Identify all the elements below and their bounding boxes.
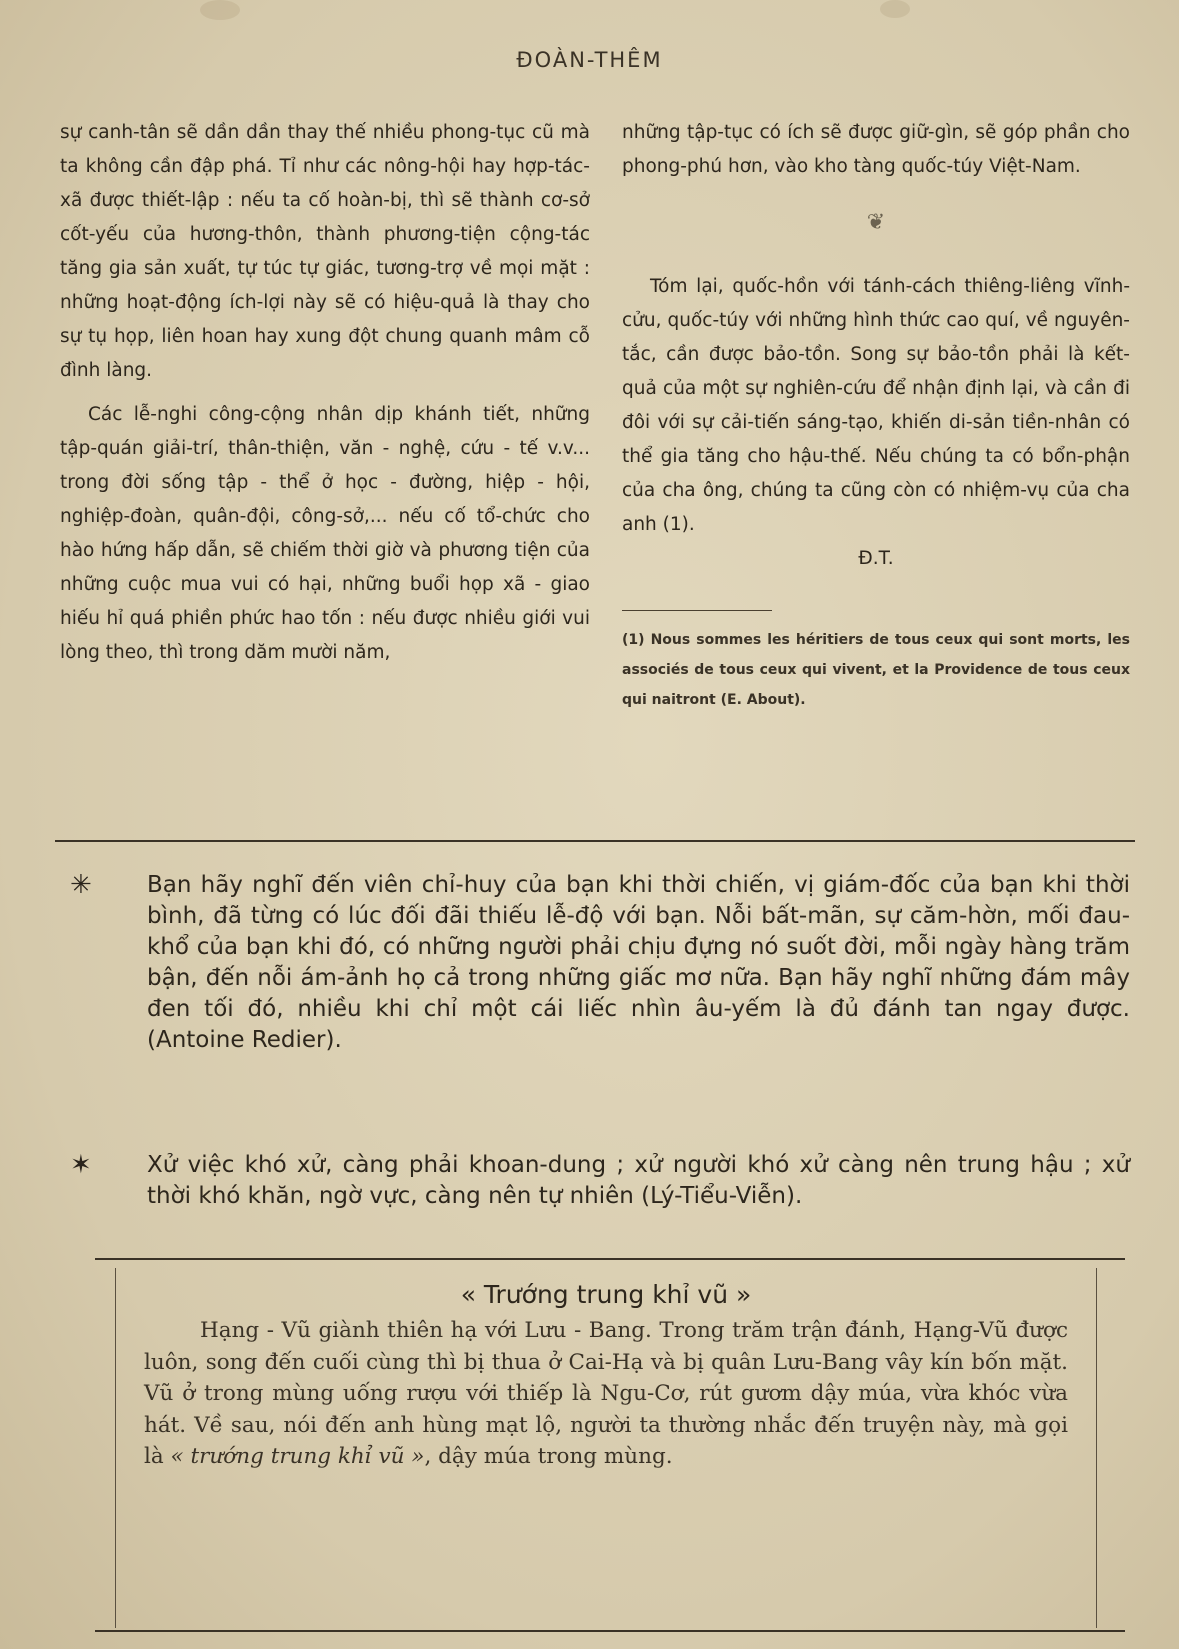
- paper-stain: [880, 0, 910, 18]
- box-top-rule: [95, 1258, 1125, 1260]
- left-column: [60, 116, 590, 670]
- page-header: ĐOÀN-THÊM: [516, 48, 663, 72]
- section-divider: [55, 840, 1135, 842]
- box-body: [144, 1315, 1068, 1473]
- box-body-italic: « trướng trung khỉ vũ »: [170, 1444, 425, 1469]
- right-column: [622, 116, 1130, 715]
- anecdote-box: [115, 1268, 1097, 1628]
- paper-stain: [200, 0, 240, 20]
- quote-text-1: Bạn hãy nghĩ đến viên chỉ-huy của bạn khi thời chiến, vị giám-đốc của bạn khi thời bình, đã từng có lúc đối đãi thiếu lễ-độ với bạn. Nỗi bất-mãn, sự căm-hờn, mối đau-khổ của bạn khi đó, có những người phải chịu đựng nó suốt đời, mỗi ngày hàng trăm bận, đến nỗi ám-ảnh họ cả trong những giấc mơ nữa. Bạn hãy nghĩ những đám mây đen tối đó, nhiều khi chỉ một cái liếc nhìn âu-yếm là đủ đánh tan ngay được. (Antoine Redier).: [147, 872, 1130, 1053]
- star-icon: ✳: [70, 870, 92, 900]
- star-icon: ✶: [70, 1150, 92, 1180]
- footnote-rule: [622, 610, 772, 611]
- quote-block-1: [70, 870, 1130, 1056]
- quote-text-2: Xử việc khó xử, càng phải khoan-dung ; xử người khó xử càng nên trung hậu ; xử thời khó khăn, ngờ vực, càng nên tự nhiên (Lý-Tiểu-Viễn).: [147, 1152, 1130, 1209]
- box-title: « Trướng trung khỉ vũ »: [460, 1280, 752, 1309]
- author-signature: Đ.T.: [858, 548, 894, 569]
- box-body-text: Hạng - Vũ giành thiên hạ với Lưu - Bang. Trong trăm trận đánh, Hạng-Vũ được luôn, song đến cuối cùng thì bị thua ở Cai-Hạ và bị quân Lưu-Bang vây kín bốn mặt. Vũ ở trong mùng uống rượu với thiếp là Ngu-Cơ, rút gươm dậy múa, vừa khóc vừa hát. Về sau, nói đến anh hùng mạt lộ, người ta thường nhắc đến truyện này, mà gọi là: [144, 1318, 1068, 1469]
- box-body-end: , dậy múa trong mùng.: [424, 1444, 673, 1469]
- left-paragraph-1: sự canh-tân sẽ dần dần thay thế nhiều phong-tục cũ mà ta không cần đập phá. Tỉ như các nông-hội hay hợp-tác-xã được thiết-lập : nếu ta cố hoàn-bị, thì sẽ thành cơ-sở cốt-yếu của hương-thôn, thành phương-tiện cộng-tác tăng gia sản xuất, tự túc tự giác, tương-trợ về mọi mặt : những hoạt-động ích-lợi này sẽ có hiệu-quả là thay cho sự tụ họp, liên hoan hay xung đột chung quanh mâm cỗ đình làng.: [60, 122, 590, 381]
- footnote: (1) Nous sommes les héritiers de tous ceux qui sont morts, les associés de tous ceux qui vivent, et la Providence de tous ceux qui naitront (E. About).: [622, 632, 1130, 708]
- box-bottom-rule: [95, 1630, 1125, 1632]
- left-paragraph-2: Các lễ-nghi công-cộng nhân dịp khánh tiết, những tập-quán giải-trí, thân-thiện, văn - nghệ, cứu - tế v.v... trong đời sống tập - thể ở học - đường, hiệp - hội, nghiệp-đoàn, quân-đội, công-sở,... nếu cố tổ-chức cho hào hứng hấp dẫn, sẽ chiếm thời giờ và phương tiện của những cuộc mua vui có hại, những buổi họp xã - giao hiếu hỉ quá phiền phức hao tốn : nếu được nhiều giới vui lòng theo, thì trong dăm mười năm,: [60, 404, 590, 663]
- ornament-icon: ❦: [866, 210, 886, 235]
- quote-block-2: [70, 1150, 1130, 1212]
- right-paragraph-2: Tóm lại, quốc-hồn với tánh-cách thiêng-liêng vĩnh-cửu, quốc-túy với những hình thức cao quí, về nguyên-tắc, cần được bảo-tồn. Song sự bảo-tồn phải là kết-quả của một sự nghiên-cứu để nhận định lại, và cần đi đôi với sự cải-tiến sáng-tạo, khiến di-sản tiền-nhân có thể gia tăng cho hậu-thế. Nếu chúng ta có bổn-phận của cha ông, chúng ta cũng còn có nhiệm-vụ của cha anh (1).: [622, 276, 1130, 535]
- right-paragraph-1: những tập-tục có ích sẽ được giữ-gìn, sẽ góp phần cho phong-phú hơn, vào kho tàng quốc-túy Việt-Nam.: [622, 122, 1130, 177]
